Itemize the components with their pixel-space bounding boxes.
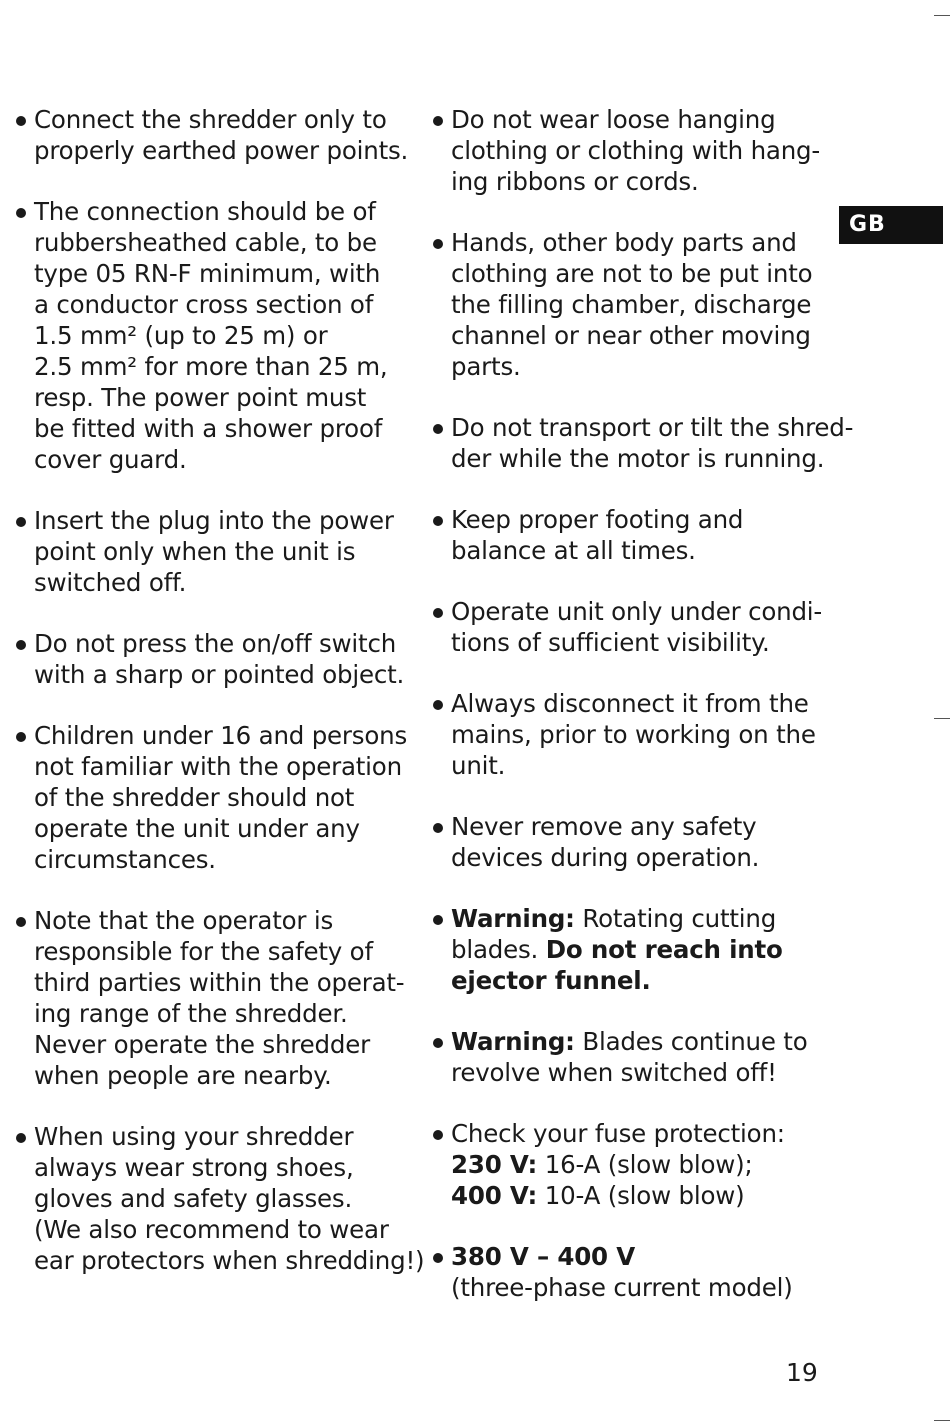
bold-text: 400 V:: [451, 1181, 538, 1210]
text-line: [34, 751, 414, 782]
text-line: [451, 903, 831, 934]
text: Insert the plug into the power: [34, 506, 394, 535]
bullet-dot-icon: [16, 1133, 26, 1143]
text-line: [34, 413, 414, 444]
text: with a sharp or pointed object.: [34, 660, 405, 689]
text: Blades continue to: [574, 1027, 808, 1056]
text: clothing are not to be put into: [451, 259, 813, 288]
bullet-dot-icon: [16, 640, 26, 650]
text: 10-A (slow blow): [537, 1181, 745, 1210]
text-line: [451, 351, 831, 382]
text: a conductor cross section of: [34, 290, 374, 319]
text: mains, prior to working on the: [451, 720, 816, 749]
text-line: [34, 227, 414, 258]
page-number: 19: [786, 1358, 818, 1387]
bullet-item: [431, 903, 831, 996]
text-line: [34, 844, 414, 875]
bullet-item: [431, 811, 831, 873]
text-line: [451, 1118, 831, 1149]
bullet-dot-icon: [433, 1038, 443, 1048]
text-line: [34, 813, 414, 844]
text: 2.5 mm² for more than 25 m,: [34, 352, 388, 381]
text: point only when the unit is: [34, 537, 356, 566]
bold-text: Warning:: [451, 1027, 575, 1056]
bullet-dot-icon: [433, 1253, 443, 1263]
bullet-dot-icon: [16, 517, 26, 527]
bullet-dot-icon: [433, 915, 443, 925]
text-line: [34, 659, 414, 690]
text-line: [451, 412, 854, 443]
text: clothing or clothing with hang-: [451, 136, 821, 165]
bullet-dot-icon: [16, 917, 26, 927]
text-line: [451, 719, 831, 750]
text: third parties within the operat-: [34, 968, 405, 997]
text: Do not press the on/off switch: [34, 629, 397, 658]
text: Never operate the shredder: [34, 1030, 370, 1059]
text-line: [34, 1214, 414, 1245]
text: ing range of the shredder.: [34, 999, 348, 1028]
bullet-dot-icon: [433, 823, 443, 833]
text: When using your shredder: [34, 1122, 354, 1151]
text: Hands, other body parts and: [451, 228, 797, 257]
text: responsible for the safety of: [34, 937, 373, 966]
text: resp. The power point must: [34, 383, 367, 412]
text: rubbersheathed cable, to be: [34, 228, 377, 257]
bullet-item: [431, 504, 831, 566]
text-line: [34, 936, 414, 967]
text-line: [451, 627, 831, 658]
text: parts.: [451, 352, 521, 381]
text-line: [451, 166, 831, 197]
bullet-item: [14, 628, 414, 690]
text-line: [34, 1121, 414, 1152]
text-line: [451, 227, 831, 258]
text-line: [451, 934, 831, 965]
text-line: [34, 1060, 414, 1091]
text-line: [34, 505, 414, 536]
bullet-item: [431, 596, 831, 658]
bullet-item: [14, 505, 414, 598]
text: of the shredder should not: [34, 783, 355, 812]
left-column: [14, 104, 425, 1306]
text-line: [451, 135, 831, 166]
bold-text: 230 V:: [451, 1150, 538, 1179]
text-line: [451, 1180, 831, 1211]
bold-text: ejector funnel.: [451, 966, 651, 995]
text-line: [451, 811, 831, 842]
text: blades.: [451, 935, 546, 964]
bullet-dot-icon: [433, 116, 443, 126]
text-line: [451, 289, 831, 320]
text: properly earthed power points.: [34, 136, 409, 165]
bullet-dot-icon: [433, 1130, 443, 1140]
text-line: [451, 965, 831, 996]
text: unit.: [451, 751, 506, 780]
text-line: [34, 967, 414, 998]
text: revolve when switched off!: [451, 1058, 777, 1087]
text-line: [34, 135, 414, 166]
text-line: [451, 688, 831, 719]
text: (three-phase current model): [451, 1273, 793, 1302]
text: der while the motor is running.: [451, 444, 825, 473]
text: ing ribbons or cords.: [451, 167, 699, 196]
bullet-item: [14, 1121, 425, 1276]
bullet-item: [431, 104, 831, 197]
bullet-item: [431, 1026, 831, 1088]
bullet-item: [431, 688, 831, 781]
bullet-dot-icon: [16, 116, 26, 126]
right-column: [431, 104, 854, 1333]
text-line: [34, 104, 414, 135]
text: when people are nearby.: [34, 1061, 332, 1090]
text: Keep proper footing and: [451, 505, 744, 534]
text: devices during operation.: [451, 843, 760, 872]
text: Never remove any safety: [451, 812, 757, 841]
text-line: [451, 535, 831, 566]
text: The connection should be of: [34, 197, 376, 226]
text-line: [34, 258, 414, 289]
text-line: [451, 1057, 831, 1088]
text: Do not wear loose hanging: [451, 105, 776, 134]
crop-mark-bottom: [934, 1420, 950, 1421]
crop-mark-middle: [934, 718, 950, 719]
text-line: [34, 905, 414, 936]
text-line: [451, 258, 831, 289]
bullet-item: [431, 227, 831, 382]
text: Operate unit only under condi-: [451, 597, 823, 626]
text: balance at all times.: [451, 536, 696, 565]
text: Always disconnect it from the: [451, 689, 809, 718]
bullet-item: [14, 104, 414, 166]
text: Children under 16 and persons: [34, 721, 408, 750]
text: (We also recommend to wear: [34, 1215, 389, 1244]
text: always wear strong shoes,: [34, 1153, 354, 1182]
text-line: [34, 382, 414, 413]
text-line: [451, 320, 831, 351]
text-line: [451, 1272, 831, 1303]
text-line: [34, 1183, 414, 1214]
text-line: [451, 443, 831, 474]
bullet-item: [14, 905, 414, 1091]
text-line: [34, 720, 414, 751]
text-line: [34, 536, 414, 567]
text: not familiar with the operation: [34, 752, 402, 781]
text: cover guard.: [34, 445, 187, 474]
bullet-item: [14, 720, 414, 875]
bold-text: Do not reach into: [545, 935, 783, 964]
text-line: [451, 1026, 831, 1057]
text-line: [34, 1245, 425, 1276]
text-line: [451, 1241, 831, 1272]
bullet-dot-icon: [16, 732, 26, 742]
text-line: [34, 320, 414, 351]
bullet-item: [431, 1241, 831, 1303]
text: operate the unit under any: [34, 814, 360, 843]
text: the filling chamber, discharge: [451, 290, 812, 319]
text: gloves and safety glasses.: [34, 1184, 353, 1213]
text: Connect the shredder only to: [34, 105, 387, 134]
bullet-item: [431, 1118, 831, 1211]
text: Check your fuse protection:: [451, 1119, 785, 1148]
text-line: [34, 444, 414, 475]
text-line: [34, 351, 414, 382]
text: type 05 RN-F minimum, with: [34, 259, 381, 288]
bold-text: 380 V – 400 V: [451, 1242, 635, 1271]
text-line: [34, 196, 414, 227]
bullet-dot-icon: [16, 208, 26, 218]
text: Do not transport or tilt the shred-: [451, 413, 854, 442]
text-line: [34, 1029, 414, 1060]
language-tab: GB: [839, 206, 943, 244]
text: Note that the operator is: [34, 906, 334, 935]
bullet-dot-icon: [433, 516, 443, 526]
text-line: [451, 596, 831, 627]
text: circumstances.: [34, 845, 216, 874]
text: 16-A (slow blow);: [537, 1150, 753, 1179]
text: be fitted with a shower proof: [34, 414, 383, 443]
bullet-dot-icon: [433, 608, 443, 618]
bullet-dot-icon: [433, 239, 443, 249]
text-line: [34, 628, 414, 659]
text: tions of sufficient visibility.: [451, 628, 770, 657]
text-line: [34, 1152, 414, 1183]
crop-mark-top: [934, 15, 950, 16]
text-line: [34, 998, 414, 1029]
text-line: [451, 842, 831, 873]
bullet-dot-icon: [433, 424, 443, 434]
text: channel or near other moving: [451, 321, 811, 350]
text-line: [34, 782, 414, 813]
bold-text: Warning:: [451, 904, 575, 933]
text-line: [451, 750, 831, 781]
bullet-item: [431, 412, 854, 474]
text: ear protectors when shredding!): [34, 1246, 425, 1275]
text-line: [34, 567, 414, 598]
text: switched off.: [34, 568, 187, 597]
bullet-dot-icon: [433, 700, 443, 710]
text-line: [451, 1149, 831, 1180]
text: Rotating cutting: [574, 904, 777, 933]
text-line: [34, 289, 414, 320]
text-line: [451, 504, 831, 535]
bullet-item: [14, 196, 414, 475]
text-line: [451, 104, 831, 135]
text: 1.5 mm² (up to 25 m) or: [34, 321, 328, 350]
